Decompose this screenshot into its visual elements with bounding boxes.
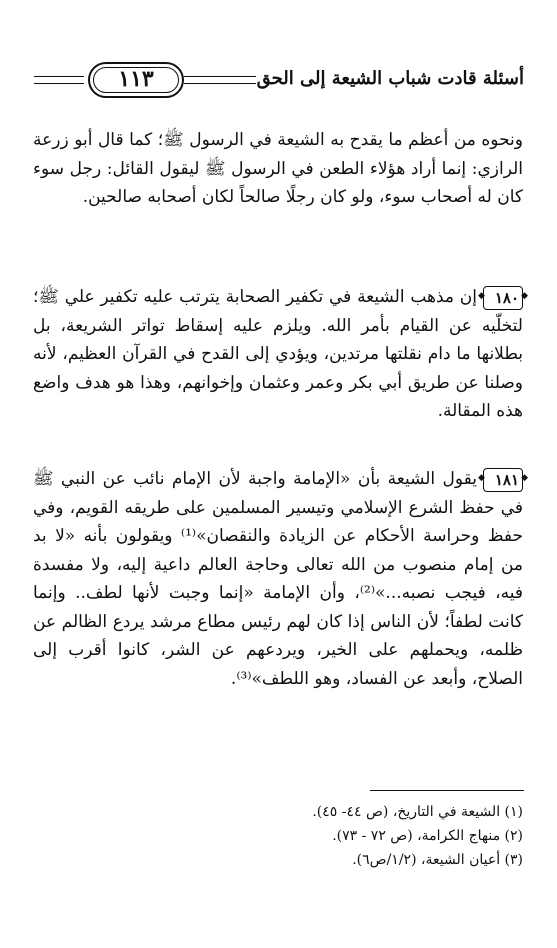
footnotes — [33, 800, 523, 872]
item-number-badge: ◆ ١٨٠ ◆ — [483, 286, 523, 310]
paragraph-text: ونحوه من أعظم ما يقدح به الشيعة في الرسول ﷺ؛ كما قال أبو زرعة الرازي: إنما أراد هؤلاء الطعن في الرسول ﷺ ليقول القائل: رجل سوء كان له أصحاب سوء، ولو كان رجلًا صالحاً لكان أصحابه صالحين. — [33, 130, 523, 207]
page-header — [34, 62, 524, 96]
paragraph-text: يقول الشيعة بأن «الإمامة واجبة لأن الإمام نائب عن النبي ﷺ في حفظ الشرع الإسلامي وتيسير المسلمين على طريقه القويم، وفي حفظ وحراسة الأحكام عن الزيادة والنقصان»⁽¹⁾ ويقولون بأنه «لا بد من إمام منصوب من الله تعالى وحاجة العالم داعية إليه، ولا مفسدة فيه، فيجب نصبه...»⁽²⁾، وأن الإمامة «إنما وجبت لأنها لطف.. وإنما كانت لطفاً؛ لأن الناس إذا كان لهم رئيس مطاع مرشد يردع الظالم عن ظلمه، ويحملهم على الخير، ويردعهم عن الشر، كانوا أقرب إلى الصلاح، وأبعد عن الفساد، وهو اللطف»⁽³⁾. — [33, 469, 523, 689]
footnote-separator — [370, 790, 524, 791]
paragraph-181 — [33, 465, 523, 693]
footnote-3: (٣) أعيان الشيعة، (١/٢/ص٦). — [352, 852, 523, 868]
page-number: ١١٣ — [88, 62, 184, 98]
paragraph-continuation — [33, 126, 523, 212]
paragraph-180 — [33, 283, 523, 426]
footnote-1: (١) الشيعة في التاريخ، (ص ٤٤- ٤٥). — [312, 804, 523, 820]
footnote-2: (٢) منهاج الكرامة، (ص ٧٢ - ٧٣). — [332, 828, 523, 844]
paragraph-text: إن مذهب الشيعة في تكفير الصحابة يترتب عليه تكفير علي ﷺ؛ لتخلّيه عن القيام بأمر الله. ويلزم عليه إسقاط تواتر الشريعة، بل بطلانها ما دام نقلتها مرتدين، ويؤدي إلى القدح في القرآن العظيم، لأنه وصلنا عن طريق أبي بكر وعمر وعثمان وإخوانهم، وهذا هو هدف واضع هذه المقالة. — [33, 287, 523, 421]
header-double-rule-left — [34, 76, 84, 84]
running-title: أسئلة قادت شباب الشيعة إلى الحق — [256, 68, 524, 89]
header-double-rule — [184, 76, 256, 84]
item-number-badge: ◆ ١٨١ ◆ — [483, 468, 523, 492]
